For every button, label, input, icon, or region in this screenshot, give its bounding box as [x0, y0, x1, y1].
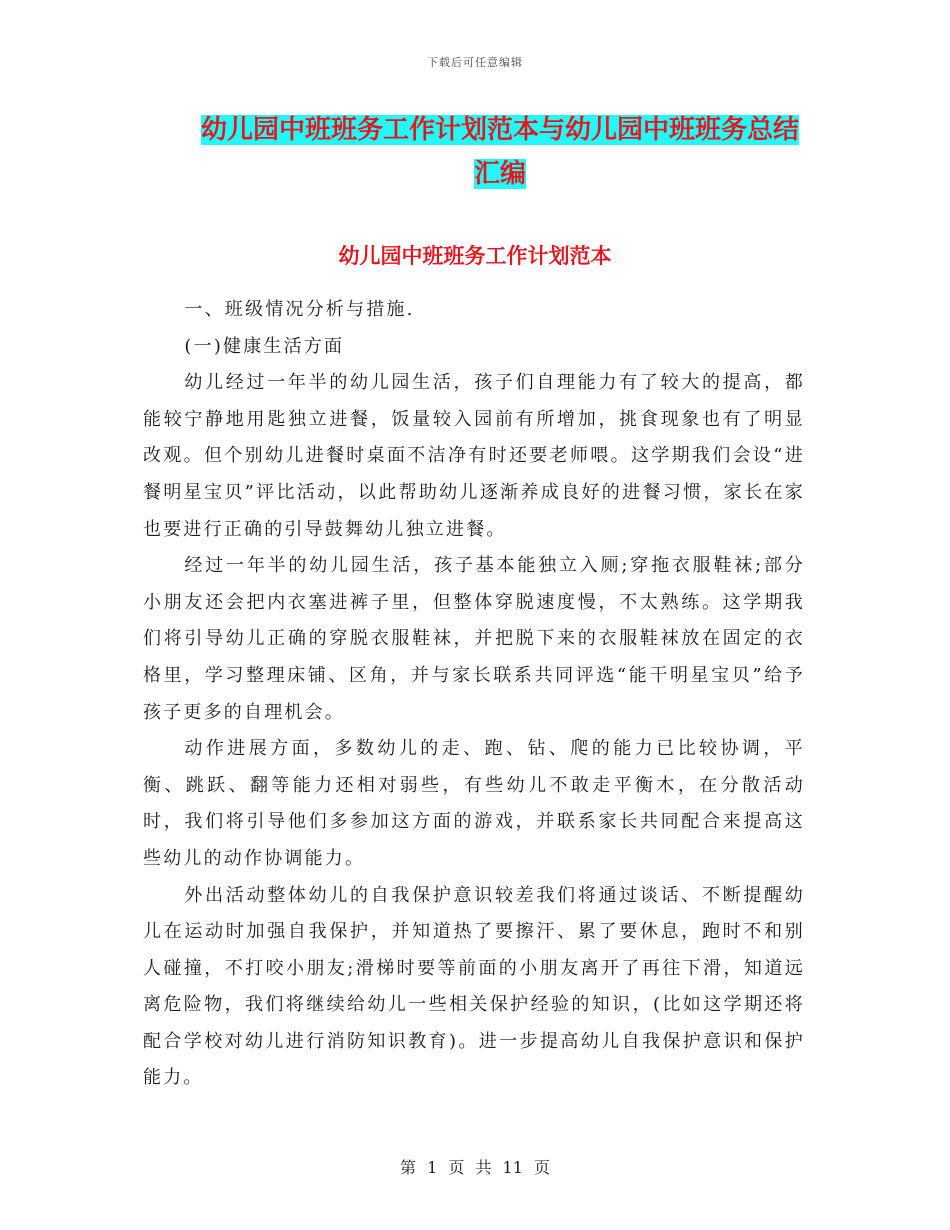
document-body [143, 292, 805, 1097]
section-title: 幼儿园中班班务工作计划范本 [338, 243, 612, 268]
paragraph-self-protection: 外出活动整体幼儿的自我保护意识较差我们将通过谈话、不断提醒幼儿在运动时加强自我保护，并知道热了要擦汗、累了要休息，跑时不和别人碰撞，不打咬小朋友;滑梯时要等前面的小朋友离开了再往下滑，知道远离危险物，我们将继续给幼儿一些相关保护经验的知识，(比如这学期还将配合学校对幼儿进行消防知识教育)。进一步提高幼儿自我保护意识和保护能力。 [143, 884, 805, 1089]
header-note: 下载后可任意编辑 [427, 56, 523, 69]
heading-class-analysis: 一、班级情况分析与措施. [184, 299, 415, 320]
document-title-line-2: 汇编 [473, 159, 526, 189]
paragraph-eating: 幼儿经过一年半的幼儿园生活，孩子们自理能力有了较大的提高，都能较宁静地用匙独立进餐，饭量较入园前有所增加，挑食现象也有了明显改观。但个别幼儿进餐时桌面不洁净有时还要老师喂。这学期我们会设“进餐明星宝贝”评比活动，以此帮助幼儿逐渐养成良好的进餐习惯，家长在家也要进行正确的引导鼓舞幼儿独立进餐。 [143, 372, 805, 540]
paragraph-self-care: 经过一年半的幼儿园生活，孩子基本能独立入厕;穿拖衣服鞋袜;部分小朋友还会把内衣塞进裤子里，但整体穿脱速度慢，不太熟练。这学期我们将引导幼儿正确的穿脱衣服鞋袜，并把脱下来的衣服鞋袜放在固定的衣格里，学习整理床铺、区角，并与家长联系共同评选“能干明星宝贝”给予孩子更多的自理机会。 [143, 555, 805, 723]
page-footer: 第 1 页 共 11 页 [400, 1158, 550, 1177]
paragraph-motor-skills: 动作进展方面，多数幼儿的走、跑、钻、爬的能力已比较协调，平衡、跳跃、翻等能力还相对弱些，有些幼儿不敢走平衡木，在分散活动时，我们将引导他们多参加这方面的游戏，并联系家长共同配合来提高这些幼儿的动作协调能力。 [143, 738, 805, 869]
subheading-health-life: (一)健康生活方面 [184, 335, 345, 357]
document-title [150, 108, 850, 196]
document-title-line-1: 幼儿园中班班务工作计划范本与幼儿园中班班务总结 [200, 115, 799, 145]
